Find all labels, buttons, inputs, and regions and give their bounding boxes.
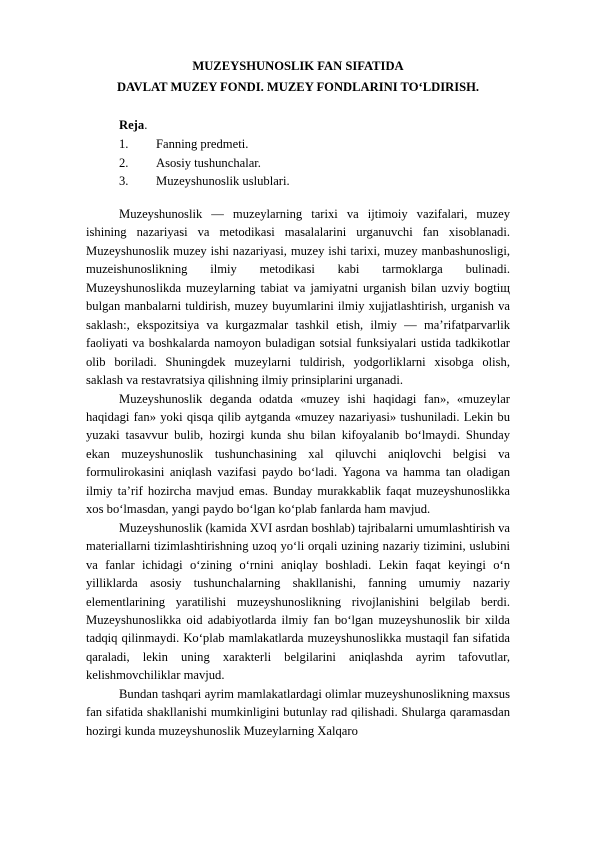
plan-item-text: Fanning predmeti. — [156, 137, 249, 151]
document-title: MUZEYSHUNOSLIK FAN SIFATIDA — [192, 59, 404, 73]
plan-item — [119, 172, 290, 191]
paragraph: Muzeyshunoslik (kamida XVI asrdan boshlab) tajribalarni umumlashtirish va materiallarni tizimlashtirishning uzoq yo‘li orqali uzining nazariy tizimini, uslubini va fanlar ichidagi o‘zining o‘rnini aniqlay boshladi. Lekin faqat keyingi o‘n yilliklarda asosiy tushunchalarning shakllanishi, fanning umumiy nazariy elementlarining yaratilishi muzeyshunoslikning rivojlanishini belgilab berdi. Muzeyshunoslikka oid adabiyotlarda ilmiy fan bo‘lgan muzeyshunoslik bir xilda tadqiq qilinmaydi. Ko‘plab mamlakatlarda muzeyshunoslikka mustaqil fan sifatida qaraladi, lekin uning xarakterli belgilarini aniqlashda ayrim tafovutlar, kelishmovchiliklar mavjud. — [86, 520, 510, 683]
plan-item-text: Asosiy tushunchalar. — [156, 155, 261, 170]
paragraph: Bundan tashqari ayrim mamlakatlardagi olimlar muzeyshunoslikning maxsus fan sifatida shakllanishi mumkinligini butunlay rad qilishadi. Shularga qaramasdan hozirgi kunda muzeyshunoslik Muzeylarning Xalqaro — [86, 686, 510, 738]
body-text — [86, 205, 510, 740]
plan-item — [119, 154, 290, 173]
paragraph: Muzeyshunoslik — muzeylarning tarixi va ijtimoiy vazifalari, muzey ishining nazariyasi va metodikasi masalalarini urganuvchi fan xisoblanadi. Muzeyshunoslik muzey ishi nazariyasi, muzey ishi tarixi, muzey manbashunosligi, muzeishunoslikning ilmiy metodikasi kabi tarmoklarga bulinadi. Muzeyshunoslikda muzeylarning tabiat va jamiyatni urganish bilan uzviy bogtiщ bulgan manbalarni tuldirish, muzey buyumlarini ilmiy xujjatlashtirish, urganish va saklash:, ekspozitsiya va kurgazmalar tashkil etish, ilmiy — ma’rifatparvarlik faoliyati va boshkalarda namoyon buladigan sotsial funksiyalari ustida tadkikotlar olib boriladi. Shuningdek muzeylarni tuldirish, yodgorliklarni xisobga olish, saklash va restavratsiya qilishning ilmiy prinsiplarini urganadi. — [86, 207, 510, 388]
plan-item-number: 1. — [119, 137, 129, 151]
plan-heading-label: Reja — [119, 118, 145, 132]
paragraph: Muzeyshunoslik deganda odatda «muzey ishi haqidagi fan», «muzeylar haqidagi fan» yoki qisqa qilib aytganda «muzey nazariyasi» tushuniladi. Lekin bu yuzaki tasavvur bulib, hozirgi kunda shu bilan kifoyalanib bo‘lmaydi. Shunday ekan muzeyshunoslik tushunchasining xal qiluvchi aniqlovchi belgisi va formulirokasini aniqlash vazifasi paydo bo‘ladi. Yagona va hamma tan oladigan ilmiy ta’rif hozircha mavjud emas. Bunday murakkablik faqat muzeyshunoslikka xos bo‘lmasdan, yangi paydo bo‘lgan ko‘plab fanlarda ham mavjud. — [86, 391, 510, 517]
plan-heading-punct: . — [144, 118, 148, 132]
plan-list — [119, 135, 290, 191]
plan-item — [119, 135, 290, 154]
plan-item-number: 3. — [119, 174, 129, 189]
plan-item-number: 2. — [119, 155, 129, 170]
document-subtitle: DAVLAT MUZEY FONDI. MUZEY FONDLARINI TO‘LDIRISH. — [116, 80, 480, 94]
plan-item-text: Muzeyshunoslik uslublari. — [156, 174, 290, 189]
plan-heading — [119, 118, 147, 133]
